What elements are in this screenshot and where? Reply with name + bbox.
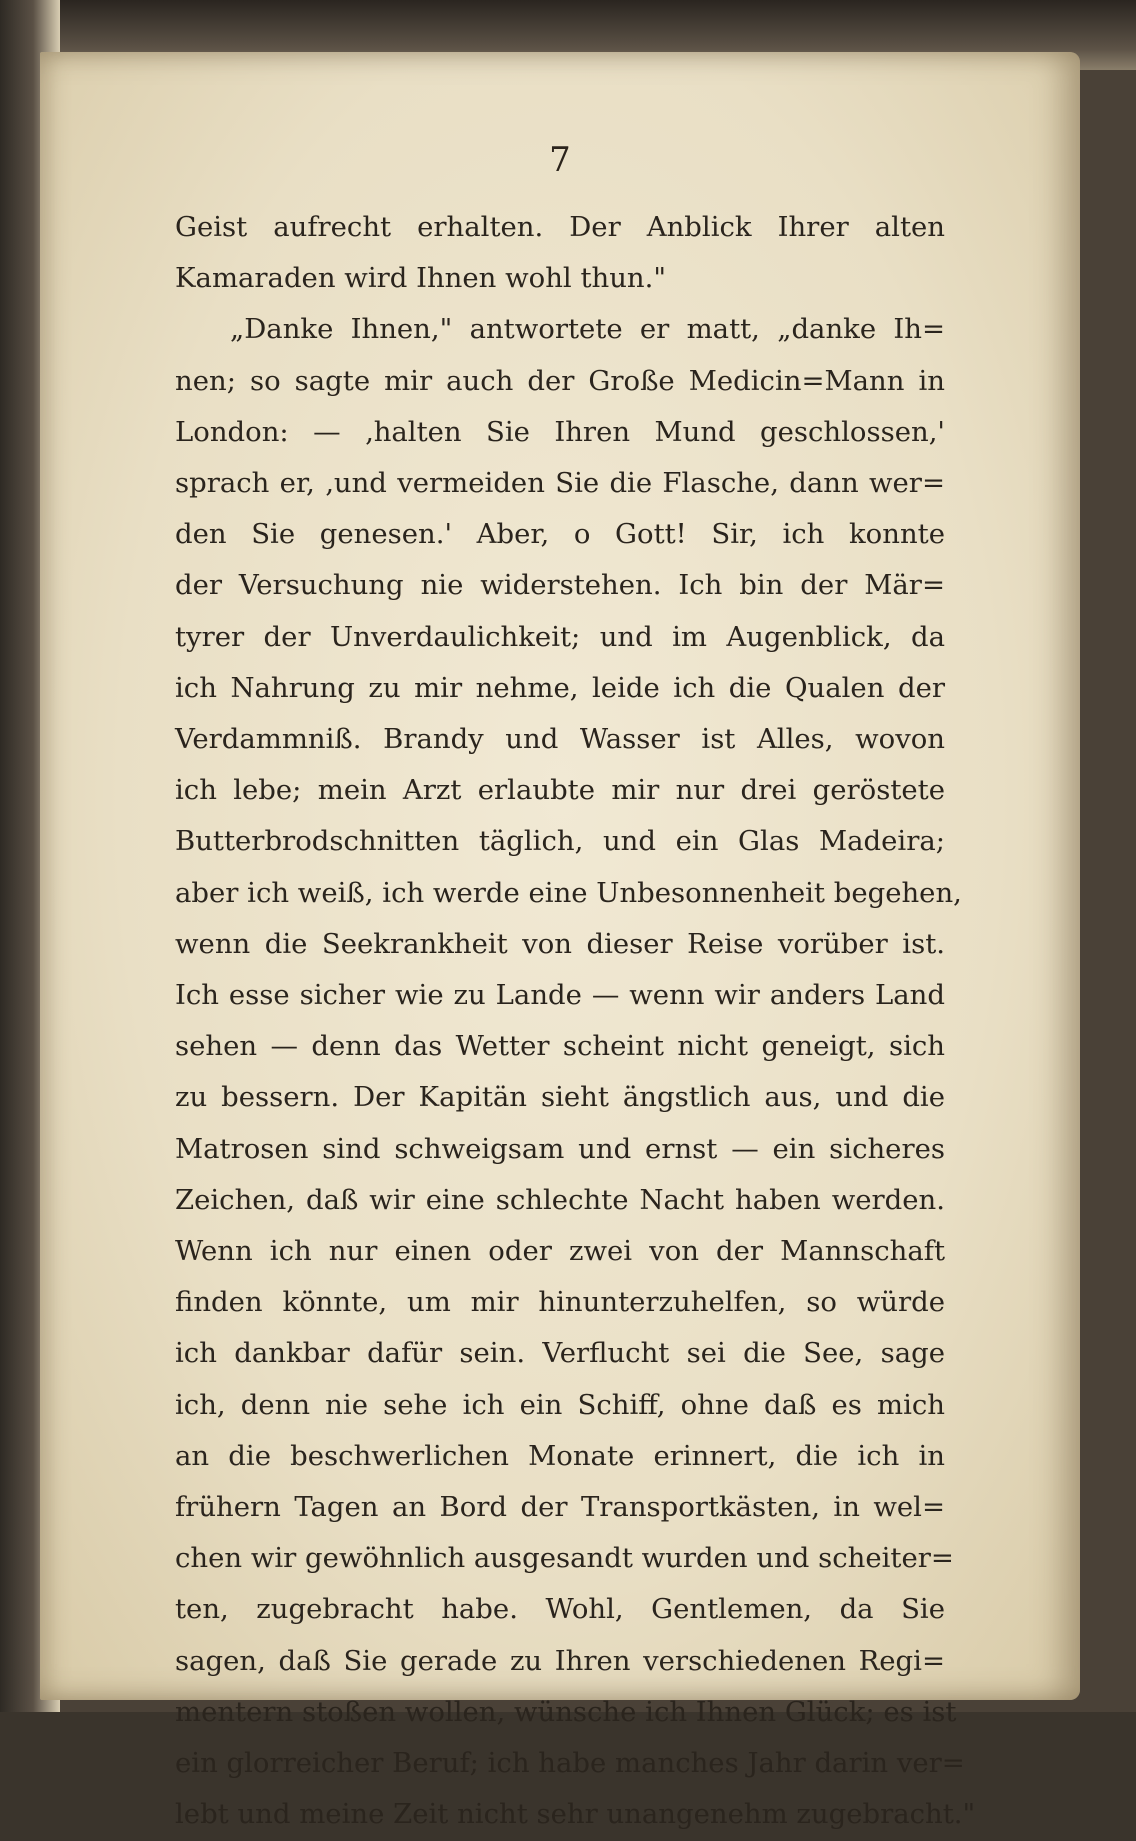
text-line: ich lebe; mein Arzt erlaubte mir nur drei geröstete: [175, 774, 945, 807]
text-line: Geist aufrecht erhalten. Der Anblick Ihrer alten: [175, 211, 945, 243]
text-line: Ich esse sicher wie zu Lande — wenn wir anders Land: [175, 979, 945, 1012]
page-body-text: [175, 202, 976, 1841]
text-line: Zeichen, daß wir eine schlechte Nacht haben werden.: [175, 1183, 945, 1216]
text-line: sprach er, ‚und vermeiden Sie die Flasche, dann wer=: [175, 467, 945, 500]
text-line: ten, zugebracht habe. Wohl, Gentlemen, da Sie: [175, 1593, 945, 1626]
text-line: wenn die Seekrankheit von dieser Reise vorüber ist.: [175, 927, 945, 960]
text-line: nen; so sagte mir auch der Große Medicin=Mann in: [175, 364, 945, 397]
text-line: Butterbrodschnitten täglich, und ein Glas Madeira;: [175, 825, 945, 858]
page-number: 7: [549, 140, 571, 180]
text-line: ich dankbar dafür sein. Verflucht sei die See, sage: [175, 1337, 945, 1370]
text-line: „Danke Ihnen," antwortete er matt, „danke Ih=: [230, 313, 945, 346]
text-line: den Sie genesen.' Aber, o Gott! Sir, ich konnte: [175, 518, 945, 551]
text-line: Matrosen sind schweigsam und ernst — ein sicheres: [175, 1132, 945, 1165]
text-line: frühern Tagen an Bord der Transportkästen, in wel=: [175, 1491, 945, 1524]
book-page: [40, 52, 1080, 1831]
text-line: London: — ‚halten Sie Ihren Mund geschlossen,': [175, 415, 945, 448]
text-line: aber ich weiß, ich werde eine Unbesonnenheit begehen,: [175, 876, 962, 909]
text-line: tyrer der Unverdaulichkeit; und im Augenblick, da: [175, 620, 945, 653]
text-line: Verdammniß. Brandy und Wasser ist Alles, wovon: [175, 723, 945, 756]
text-line: ich Nahrung zu mir nehme, leide ich die Qualen der: [175, 671, 945, 704]
text-line: ein glorreicher Beruf; ich habe manches Jahr darin ver=: [175, 1747, 965, 1780]
text-line: mentern stoßen wollen, wünsche ich Ihnen Glück; es ist: [175, 1695, 957, 1728]
text-line: Kamaraden wird Ihnen wohl thun.": [175, 262, 667, 295]
text-line: sehen — denn das Wetter scheint nicht geneigt, sich: [175, 1030, 945, 1063]
text-line: finden könnte, um mir hinunterzuhelfen, so würde: [175, 1286, 945, 1319]
text-line: chen wir gewöhnlich ausgesandt wurden und scheiter=: [175, 1542, 954, 1575]
text-line: an die beschwerlichen Monate erinnert, die ich in: [175, 1439, 945, 1472]
text-line: sagen, daß Sie gerade zu Ihren verschiedenen Regi=: [175, 1644, 945, 1677]
text-line: zu bessern. Der Kapitän sieht ängstlich aus, und die: [175, 1081, 945, 1114]
text-line: der Versuchung nie widerstehen. Ich bin der Mär=: [175, 569, 945, 602]
text-line: Wenn ich nur einen oder zwei von der Mannschaft: [175, 1235, 945, 1268]
text-line: ich, denn nie sehe ich ein Schiff, ohne daß es mich: [175, 1388, 945, 1421]
text-line: lebt und meine Zeit nicht sehr unangenehm zugebracht.": [175, 1798, 976, 1831]
